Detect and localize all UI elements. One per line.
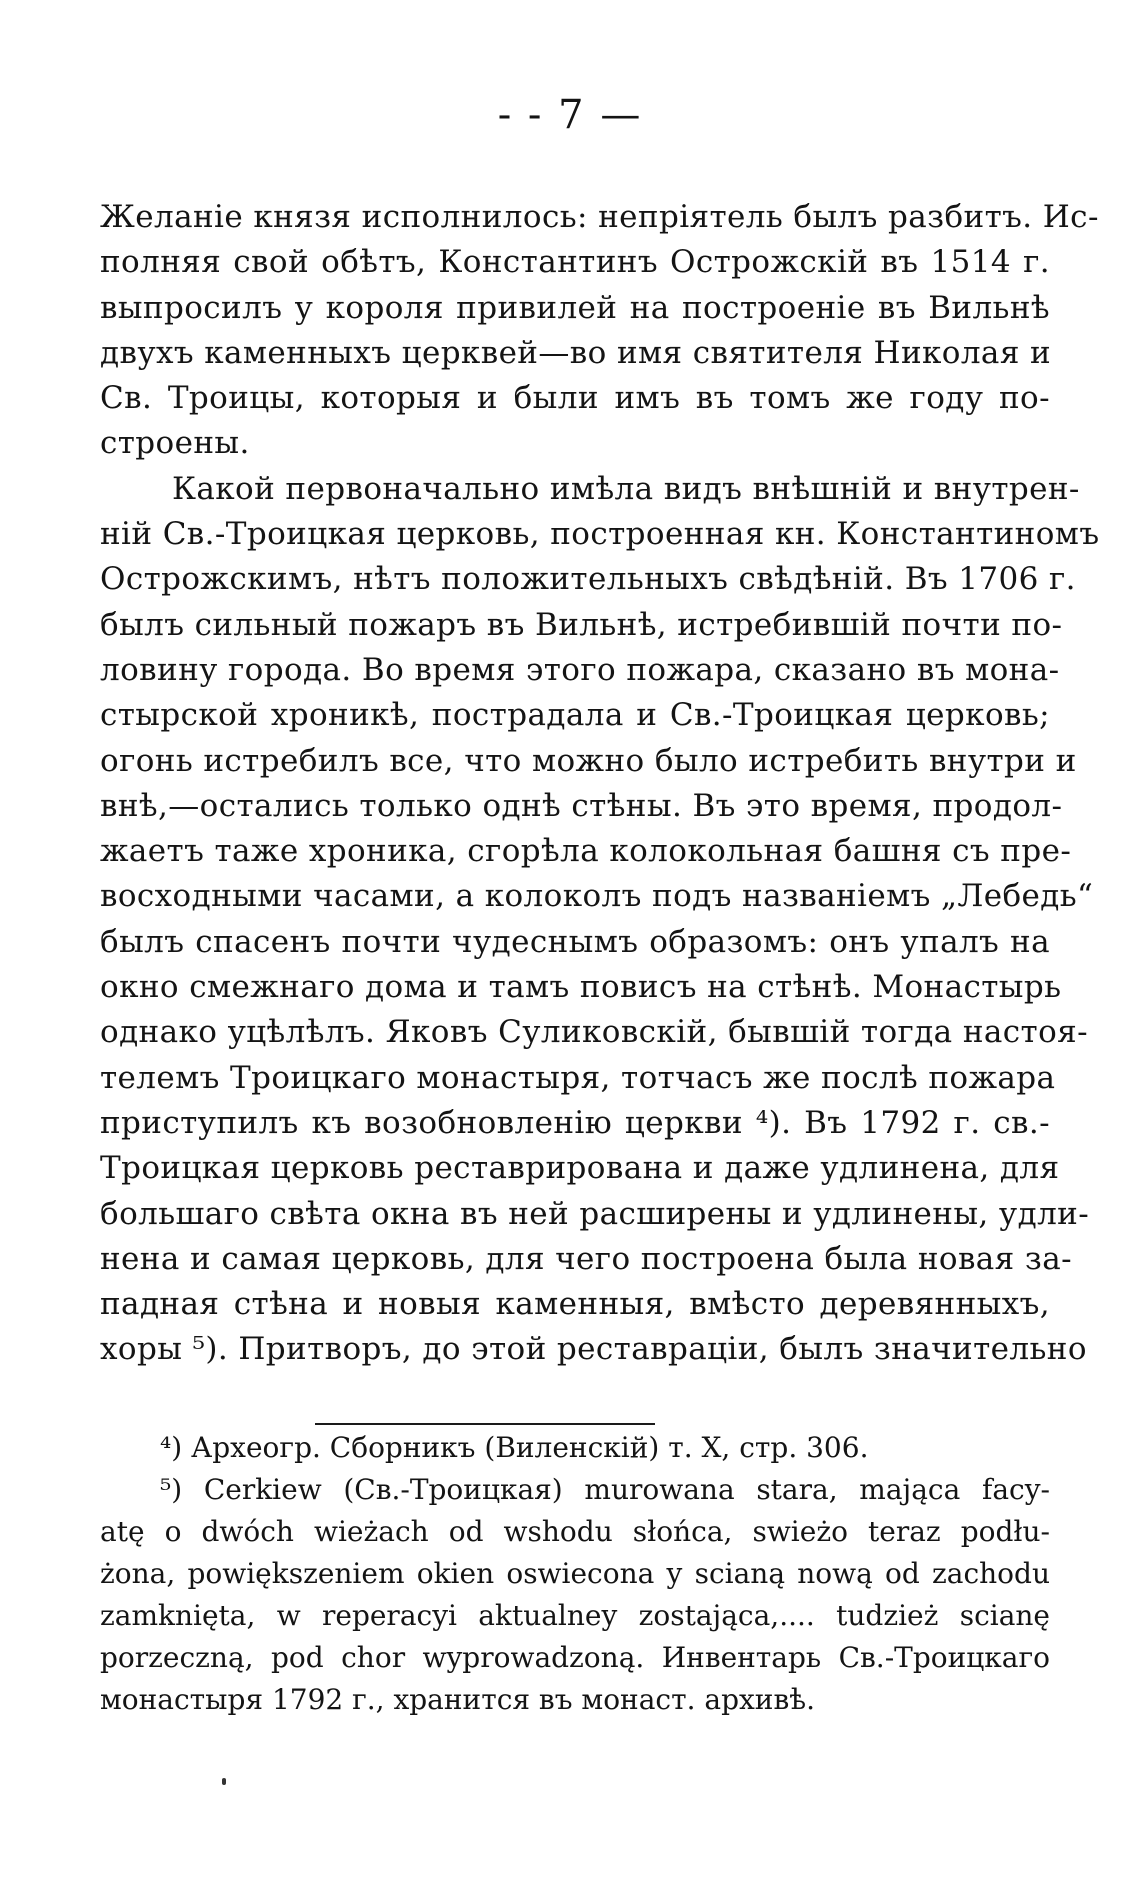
text-line: былъ сильный пожаръ въ Вильнѣ, истребившій почти по- xyxy=(100,606,1063,643)
text-line: внѣ,—остались только однѣ стѣны. Въ это время, продол- xyxy=(100,787,1063,824)
footnote-line: ⁴) Археогр. Сборникъ (Виленскій) т. X, стр. 306. xyxy=(160,1431,869,1464)
text-line: хоры ⁵). Притворъ, до этой реставраціи, былъ значительно xyxy=(100,1331,1087,1368)
text-line: двухъ каменныхъ церквей—во имя святителя Николая и xyxy=(100,334,1052,371)
text-line: ній Св.-Троицкая церковь, построенная кн. Константиномъ xyxy=(100,516,1100,553)
text-line: падная стѣна и новыя каменныя, вмѣсто деревянныхъ, xyxy=(100,1286,1050,1323)
text-line: Какой первоначально имѣла видъ внѣшній и внутрен- xyxy=(172,470,1080,507)
text-line: телемъ Троицкаго монастыря, тотчасъ же послѣ пожара xyxy=(100,1059,1056,1096)
text-line: Острожскимъ, нѣтъ положительныхъ свѣдѣній. Въ 1706 г. xyxy=(100,561,1076,598)
footnote-line: монастыря 1792 г., хранится въ монаст. архивѣ. xyxy=(100,1683,815,1716)
text-line: былъ спасенъ почти чудеснымъ образомъ: онъ упалъ на xyxy=(100,923,1050,960)
footnote-divider xyxy=(315,1423,655,1425)
text-line: Троицкая церковь реставрирована и даже удлинена, для xyxy=(100,1150,1060,1187)
footnote-line: żona, powiększeniem okien oswiecona y scianą nową od zachodu xyxy=(100,1557,1050,1590)
text-line: строены. xyxy=(100,425,250,462)
text-line: нена и самая церковь, для чего построена была новая за- xyxy=(100,1240,1072,1277)
footnote-line: atę o dwóch wieżach od wshodu słońca, swieżo teraz podłu- xyxy=(100,1515,1050,1548)
text-line: Св. Троицы, которыя и были имъ въ томъ же году по- xyxy=(100,380,1050,417)
footnote-line: zamknięta, w reperacyi aktualney zostająca,.... tudzież scianę xyxy=(100,1599,1050,1632)
text-line: жаетъ таже хроника, сгорѣла колокольная башня съ пре- xyxy=(100,833,1072,870)
page-number: - - 7 — xyxy=(497,92,643,138)
text-line: приступилъ къ возобновленію церкви ⁴). Въ 1792 г. св.- xyxy=(100,1104,1050,1141)
text-line: огонь истребилъ все, что можно было истребить внутри и xyxy=(100,742,1077,779)
footnotes xyxy=(100,1427,1050,1721)
text-line: полняя свой обѣтъ, Константинъ Острожскій въ 1514 г. xyxy=(100,244,1050,281)
text-line: однако уцѣлѣлъ. Яковъ Суликовскій, бывшій тогда настоя- xyxy=(100,1014,1088,1051)
text-line: Желаніе князя исполнилось: непріятель былъ разбитъ. Ис- xyxy=(100,199,1099,235)
footnote-line: porzeczną, pod chor wyprowadzoną. Инвентарь Св.-Троицкаго xyxy=(100,1641,1050,1674)
text-line: окно смежнаго дома и тамъ повисъ на стѣнѣ. Монастырь xyxy=(100,969,1062,1006)
text-line: ловину города. Во время этого пожара, сказано въ мона- xyxy=(100,651,1060,688)
text-line: большаго свѣта окна въ ней расширены и удлинены, удли- xyxy=(100,1195,1090,1232)
footnote-line: ⁵) Cerkiew (Св.-Троицкая) murowana stara, mająca facy- xyxy=(160,1473,1050,1506)
ink-speck xyxy=(222,1778,226,1785)
main-text xyxy=(100,195,1100,1373)
text-line: восходными часами, а колоколъ подъ названіемъ „Лебедь“ xyxy=(100,878,1094,915)
text-line: выпросилъ у короля привилей на построеніе въ Вильнѣ xyxy=(100,289,1050,326)
text-line: стырской хроникѣ, пострадала и Св.-Троицкая церковь; xyxy=(100,697,1050,734)
